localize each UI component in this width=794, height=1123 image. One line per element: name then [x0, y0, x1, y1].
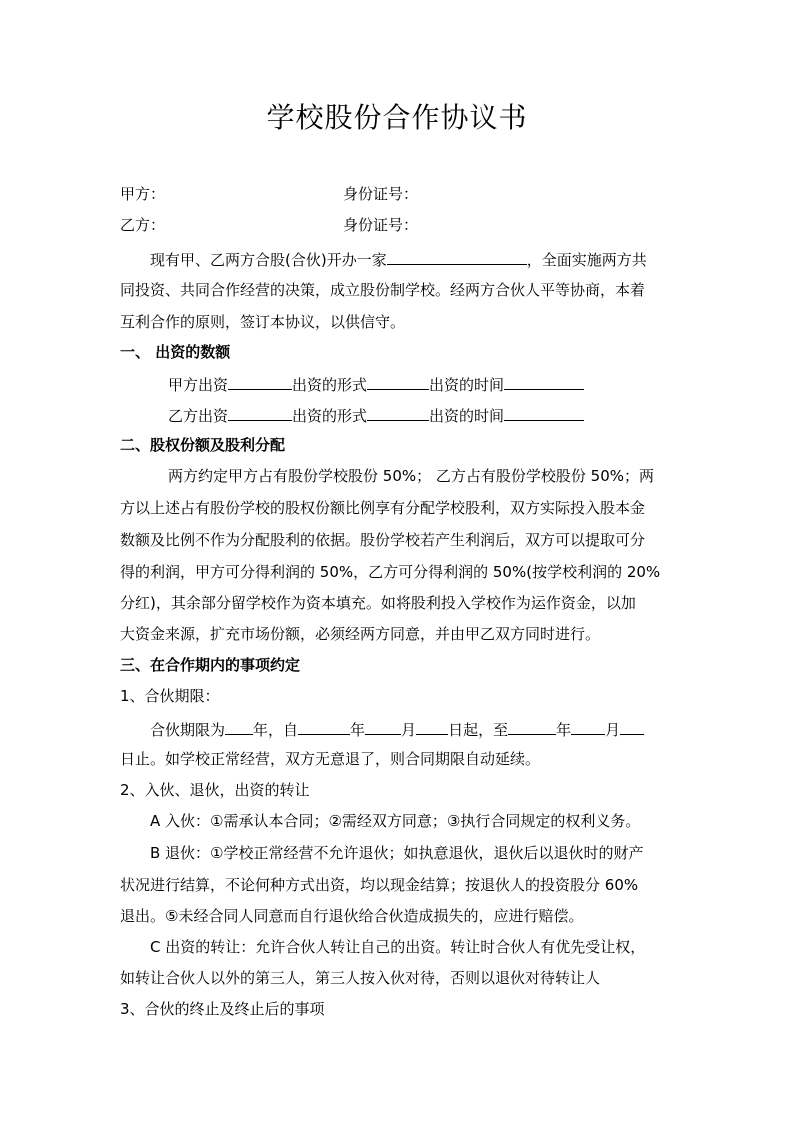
transfer-line-1: C 出资的转让：允许合伙人转让自己的出资。转让时合伙人有优先受让权， — [150, 938, 646, 956]
party-b-contribution-row — [168, 404, 584, 426]
term-line-2: 日止。如学校正常经营，双方无意退了，则合同期限自动延续。 — [120, 750, 541, 768]
transfer-line-2: 如转让合伙人以外的第三人，第三人按入伙对待，否则以退伙对待转让人 — [120, 969, 601, 987]
party-b-label: 乙方： — [120, 216, 166, 234]
withdraw-line-3: 退出。⑤未经合同人同意而自行退伙给合伙造成损失的，应进行赔偿。 — [120, 907, 584, 925]
withdraw-line-1: B 退伙：①学校正常经营不允许退伙；如执意退伙，退伙后以退伙时的财产 — [150, 844, 644, 862]
item-1-term: 1、合伙期限： — [120, 687, 220, 705]
intro-text-a: 现有甲、乙两方合股(合伙)开办一家 — [150, 251, 387, 269]
item-2-heading: 2、入伙、退伙，出资的转让 — [120, 781, 310, 799]
intro-line-3: 互利合作的原则，签订本协议，以供信守。 — [120, 313, 406, 331]
term-text-2: 年，自 — [253, 721, 299, 739]
start-day-blank — [416, 718, 448, 735]
a-time-label: 出资的时间 — [429, 376, 505, 394]
section-3-heading: 三、在合作期内的事项约定 — [120, 656, 301, 674]
b-amount-blank — [228, 404, 292, 421]
term-line-1 — [150, 718, 644, 740]
term-text-1: 合伙期限为 — [150, 721, 226, 739]
years-blank — [225, 718, 253, 735]
end-month-blank — [571, 718, 605, 735]
s2-line-3: 数额及比例不作为分配股利的依据。股份学校若产生利润后，双方可以提取可分 — [120, 531, 646, 549]
term-text-5: 日起，至 — [448, 721, 509, 739]
a-amount-blank — [228, 373, 292, 390]
section-1-heading: 一、 出资的数额 — [120, 343, 231, 361]
end-year-blank — [508, 718, 556, 735]
b-form-blank — [367, 404, 429, 421]
party-a-id-label: 身份证号： — [343, 185, 419, 203]
start-month-blank — [365, 718, 401, 735]
document-title: 学校股份合作协议书 — [266, 101, 528, 134]
a-form-blank — [367, 373, 429, 390]
s2-line-1: 两方约定甲方占有股份学校股份 50%； 乙方占有股份学校股份 50%；两 — [168, 467, 654, 485]
start-year-blank — [298, 718, 350, 735]
a-form-label: 出资的形式 — [292, 376, 368, 394]
a-time-blank — [504, 373, 584, 390]
term-text-6: 年 — [556, 721, 572, 739]
intro-text-b: ，全面实施两方共 — [526, 251, 647, 269]
intro-line-2: 同投资、共同合作经营的决策，成立股份制学校。经两方合伙人平等协商，本着 — [120, 281, 646, 299]
term-text-4: 月 — [401, 721, 417, 739]
section-2-heading: 二、股权份额及股利分配 — [120, 436, 286, 454]
withdraw-line-2: 状况进行结算，不论何种方式出资，均以现金结算；按退伙人的投资股分 60% — [120, 876, 639, 894]
term-text-7: 月 — [605, 721, 621, 739]
a-amount-label: 甲方出资 — [168, 376, 229, 394]
s2-line-4: 得的利润，甲方可分得利润的 50%，乙方可分得利润的 50%(按学校利润的 20% — [120, 563, 661, 581]
end-day-blank — [620, 718, 644, 735]
s2-line-6: 大资金来源，扩充市场份额，必须经两方同意，并由甲乙双方同时进行。 — [120, 625, 601, 643]
join-clause: A 入伙：①需承认本合同；②需经双方同意；③执行合同规定的权利义务。 — [150, 812, 641, 830]
b-form-label: 出资的形式 — [292, 407, 368, 425]
party-b-id-label: 身份证号： — [343, 216, 419, 234]
intro-line-1 — [150, 248, 647, 270]
s2-line-2: 方以上述占有股份学校的股权份额比例享有分配学校股利，双方实际投入股本金 — [120, 499, 646, 517]
s2-line-5: 分红)，其余部分留学校作为资本填充。如将股利投入学校作为运作资金，以加 — [120, 594, 636, 612]
party-a-label: 甲方： — [120, 185, 166, 203]
item-3-heading: 3、合伙的终止及终止后的事项 — [120, 1000, 325, 1018]
party-a-contribution-row — [168, 373, 584, 395]
term-text-3: 年 — [350, 721, 366, 739]
b-amount-label: 乙方出资 — [168, 407, 229, 425]
school-name-blank — [387, 248, 527, 265]
b-time-blank — [504, 404, 584, 421]
b-time-label: 出资的时间 — [429, 407, 505, 425]
